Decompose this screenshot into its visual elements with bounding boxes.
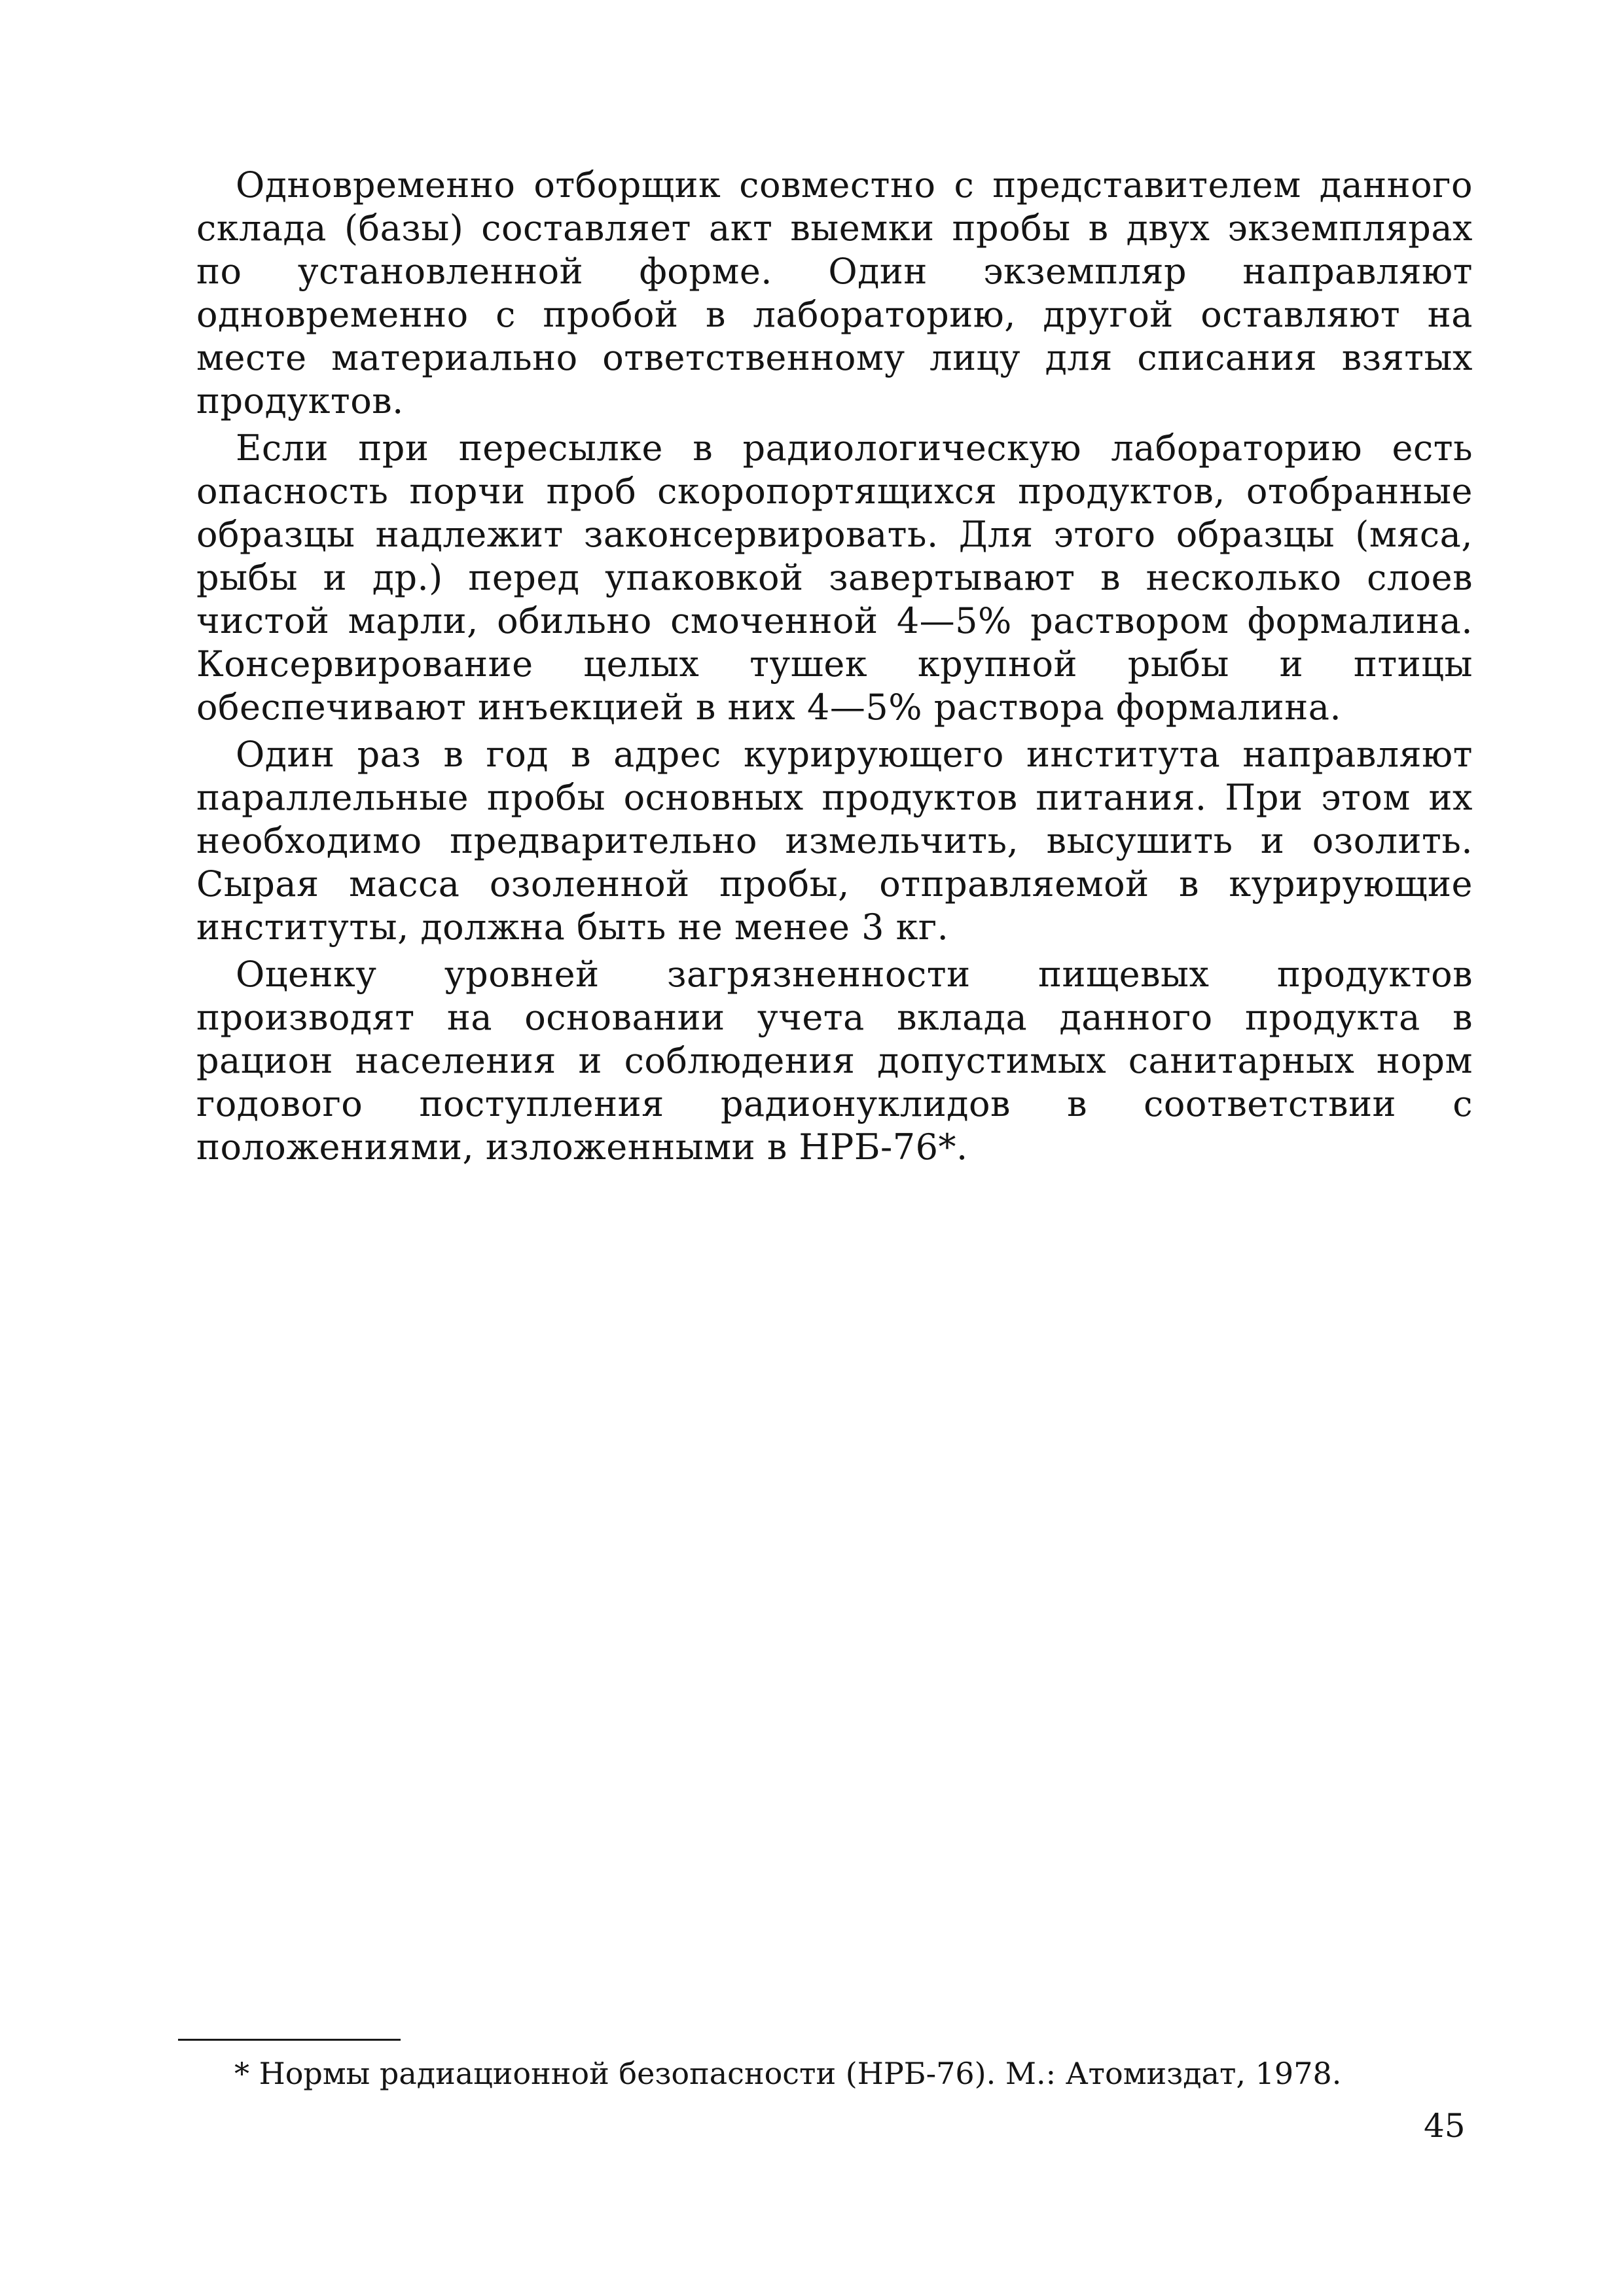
- paragraph-parallel-samples: Один раз в год в адрес курирующего института направляют параллельные пробы основных продуктов питания. При этом их необходимо предварительно измельчить, высушить и озолить. Сырая масса озоленной пробы, отправляемой в курирующие институты, должна быть не менее 3 кг.: [196, 734, 1473, 948]
- body-text: [196, 164, 1473, 1173]
- footnote: * Нормы радиационной безопасности (НРБ-76). М.: Атомиздат, 1978.: [234, 2056, 1342, 2091]
- paragraph-preservation: Если при пересылке в радиологическую лабораторию есть опасность порчи проб скоропортящихся продуктов, отобранные образцы надлежит законсервировать. Для этого образцы (мяса, рыбы и др.) перед упаковкой завертывают в несколько слоев чистой марли, обильно смоченной 4—5% раствором формалина. Консервирование целых тушек крупной рыбы и птицы обеспечивают инъекцией в них 4—5% раствора формалина.: [196, 427, 1473, 728]
- paragraph-sample-act: Одновременно отборщик совместно с представителем данного склада (базы) составляет акт выемки пробы в двух экземплярах по установленной форме. Один экземпляр направляют одновременно с пробой в лабораторию, другой оставляют на месте материально ответственному лицу для списания взятых продуктов.: [196, 164, 1473, 422]
- page-number: 45: [1424, 2107, 1466, 2145]
- paragraph-contamination-assessment: Оценку уровней загрязненности пищевых продуктов производят на основании учета вклада данного продукта в рацион населения и соблюдения допустимых санитарных норм годового поступления радионуклидов в соответствии с положениями, изложенными в НРБ-76*.: [196, 954, 1473, 1168]
- footnote-divider: [178, 2039, 401, 2041]
